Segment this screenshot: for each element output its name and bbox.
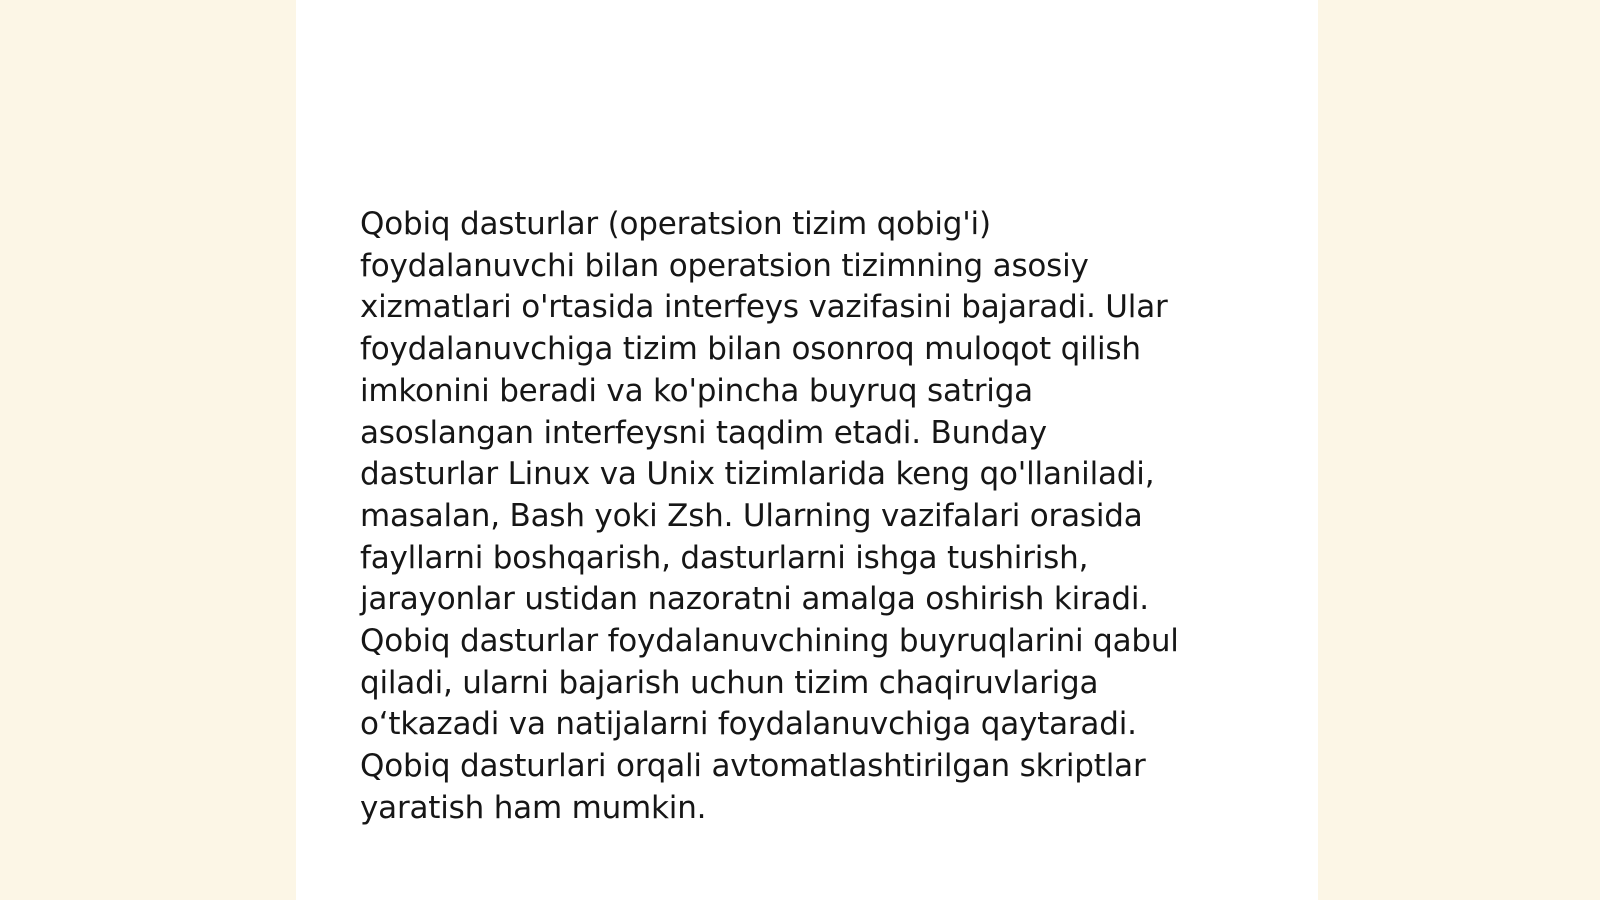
paragraph-line: qiladi, ularni bajarish uchun tizim chaqiruvlariga bbox=[360, 664, 1099, 701]
paragraph-line: xizmatlari o'rtasida interfeys vazifasini bajaradi. Ular bbox=[360, 289, 1168, 326]
paragraph-line: Qobiq dasturlar (operatsion tizim qobig'i) bbox=[360, 206, 991, 242]
paragraph-line: foydalanuvchiga tizim bilan osonroq muloqot qilish bbox=[360, 331, 1141, 368]
paragraph-line: Qobiq dasturlari orqali avtomatlashtirilgan skriptlar bbox=[360, 748, 1146, 785]
paragraph-line: masalan, Bash yoki Zsh. Ularning vazifalari orasida bbox=[360, 497, 1143, 534]
paragraph-line: o‘tkazadi va natijalarni foydalanuvchiga qaytaradi. bbox=[360, 706, 1137, 743]
paragraph-line: Qobiq dasturlar foydalanuvchining buyruqlarini qabul bbox=[360, 623, 1179, 660]
paragraph-line: foydalanuvchi bilan operatsion tizimning asosiy bbox=[360, 247, 1089, 284]
body-paragraph bbox=[360, 204, 1260, 830]
paragraph-line: asoslangan interfeysni taqdim etadi. Bunday bbox=[360, 414, 1047, 451]
paragraph-line: imkonini beradi va ko'pincha buyruq satriga bbox=[360, 372, 1033, 409]
paragraph-line: yaratish ham mumkin. bbox=[360, 789, 707, 826]
paragraph-line: fayllarni boshqarish, dasturlarni ishga tushirish, bbox=[360, 539, 1089, 576]
document-page bbox=[296, 0, 1318, 900]
paragraph-line: dasturlar Linux va Unix tizimlarida keng qo'llaniladi, bbox=[360, 456, 1155, 493]
paragraph-line: jarayonlar ustidan nazoratni amalga oshirish kiradi. bbox=[360, 581, 1149, 618]
